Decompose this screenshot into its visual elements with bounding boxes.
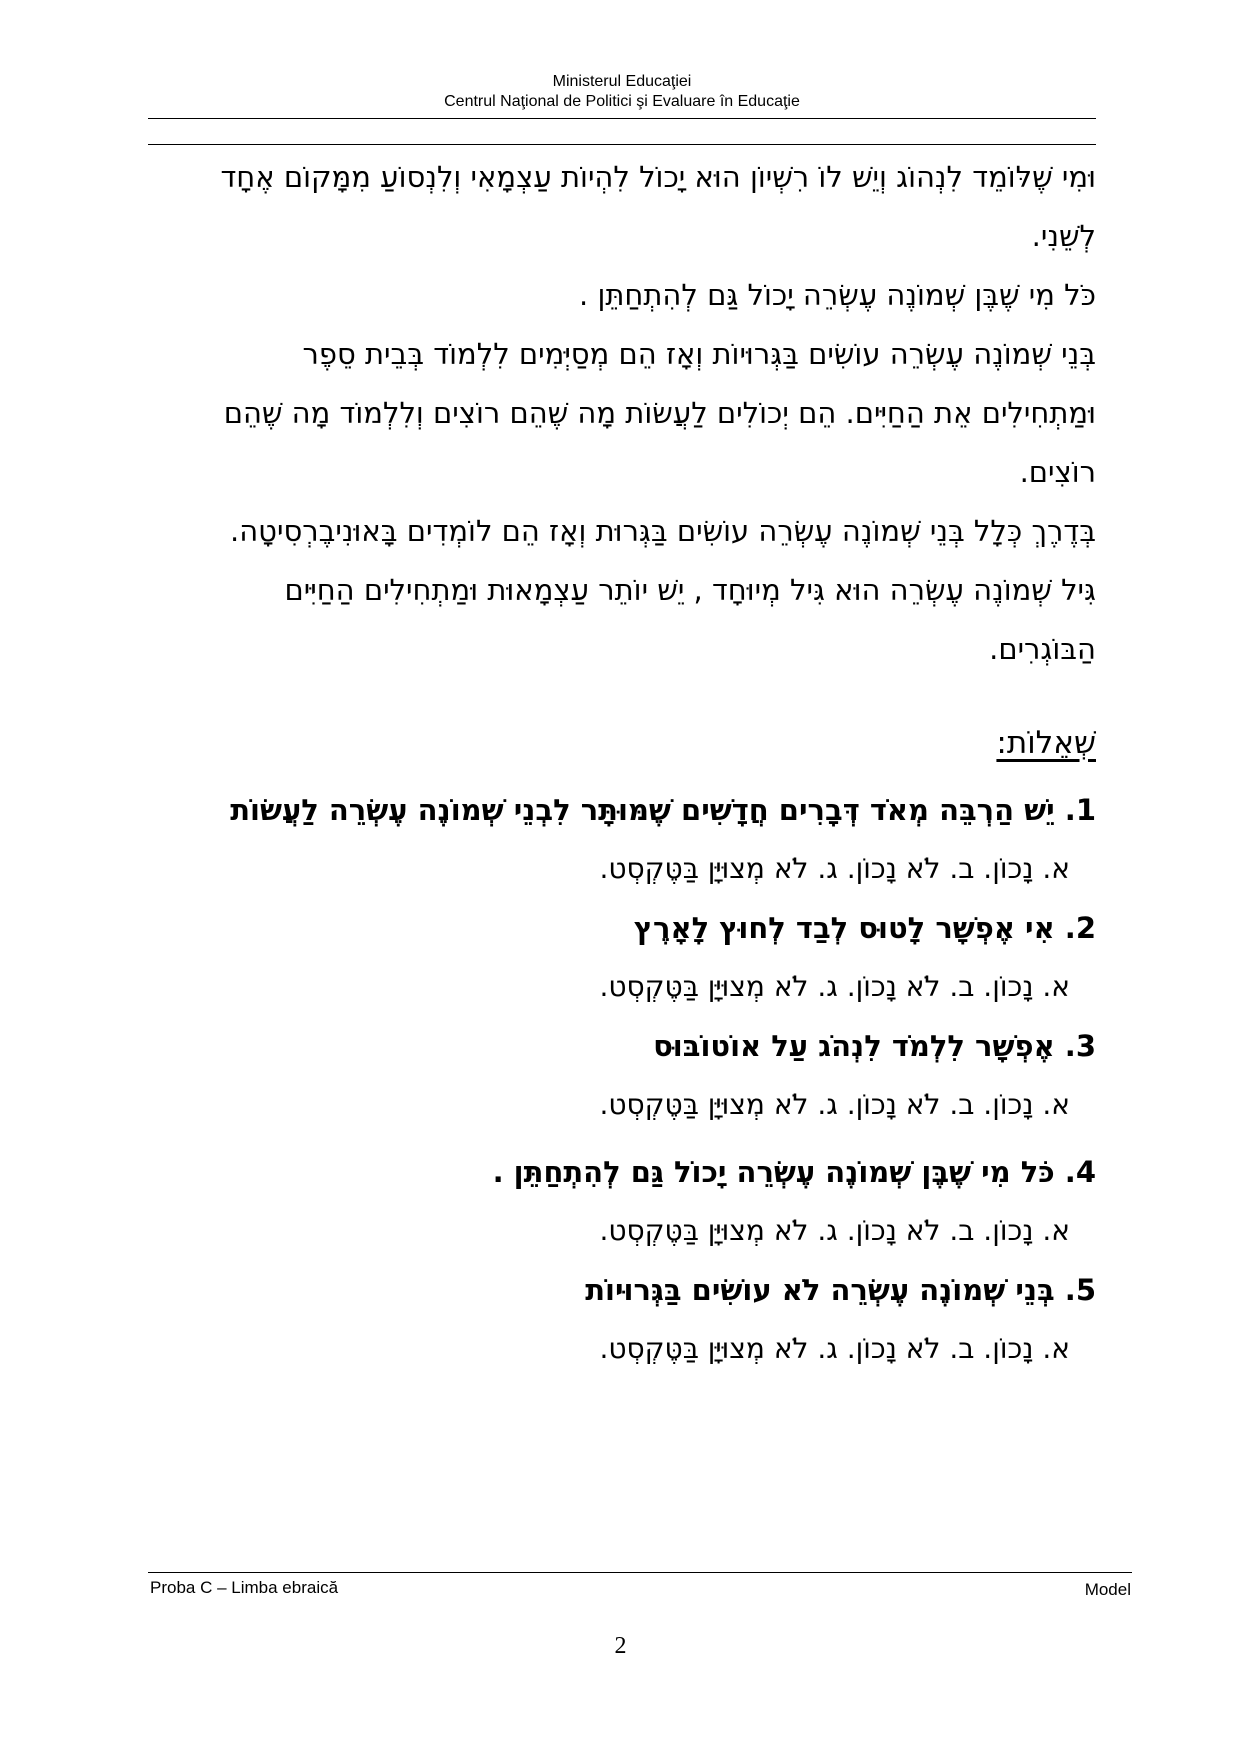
passage-top-rule: [148, 144, 1096, 145]
questions-list: [148, 780, 1096, 1378]
question-text: 3. אֶפְשָׁר לִלְמֹד לִנְהֹג עַל אוֹטוֹבּוּס: [653, 1029, 1096, 1063]
footer-divider: [148, 1572, 1132, 1573]
passage-line: וּמִי שֶׁלּוֹמֵד לִנְהוֹג וְיֵשׁ לוֹ רִשְׁיוֹן הוּא יָכוֹל לִהְיוֹת עַצְמָאִי וְלִנְסוֹעַ מִמָּקוֹם אֶחָד: [220, 160, 1096, 194]
questions-heading: שְׁאֵלוֹת:: [996, 725, 1096, 761]
question-3: [148, 1016, 1096, 1134]
question-options: א. נָכוֹן. ב. לֹא נָכוֹן. ג. לֹא מְצוּיָּן בַּטֶּקְסְט.: [599, 970, 1070, 1003]
document-header: [148, 72, 1096, 112]
passage-line: גִּיל שְׁמוֹנֶה עֶשְׂרֵה הוּא גִּיל מְיוּחָד , יֵשׁ יוֹתֵר עַצְמָאוּת וּמַתְחִילִים הַחַיִּים: [284, 573, 1096, 607]
question-4: [148, 1142, 1096, 1260]
question-options: א. נָכוֹן. ב. לֹא נָכוֹן. ג. לֹא מְצוּיָּן בַּטֶּקְסְט.: [599, 1214, 1070, 1247]
page-number: 2: [614, 1633, 627, 1659]
passage-line: לְשֵׁנִי.: [1031, 219, 1096, 253]
passage-line: בְּנֵי שְׁמוֹנֶה עֶשְׂרֵה עוֹשִׂים בַּגְּרוּיוֹת וְאָז הֵם מְסַיְּמִים לִלְמוֹד בְּבֵית סֵפֶר: [302, 337, 1096, 371]
question-text: 2. אִי אֶפְשָׁר לָטוּס לְבַד לְחוּץ לָאָרֶץ: [633, 911, 1096, 945]
passage-line: כֹּל מִי שֶׁבֶּן שְׁמוֹנֶה עֶשְׂרֵה יָכוֹל גַּם לְהִתְחַתֵּן .: [579, 278, 1096, 312]
question-text: 5. בְּנֵי שְׁמוֹנֶה עֶשְׂרֵה לֹא עוֹשִׂים בַּגְּרוּיוֹת: [585, 1273, 1096, 1307]
passage-line: רוֹצִים.: [1019, 455, 1096, 489]
question-options: א. נָכוֹן. ב. לֹא נָכוֹן. ג. לֹא מְצוּיָּן בַּטֶּקְסְט.: [599, 852, 1070, 885]
footer-model-label: Model: [1084, 1580, 1131, 1599]
question-text: 4. כֹּל מִי שֶׁבֶּן שְׁמוֹנֶה עֶשְׂרֵה יָכוֹל גַּם לְהִתְחַתֵּן .: [492, 1155, 1096, 1189]
footer-exam-name: Proba C – Limba ebraică: [150, 1578, 339, 1597]
question-5: [148, 1260, 1096, 1378]
reading-passage: [148, 148, 1096, 679]
header-ministry: Ministerul Educaţiei: [552, 73, 692, 90]
question-1: [148, 780, 1096, 898]
question-2: [148, 898, 1096, 1016]
passage-line: וּמַתְחִילִים אֵת הַחַיִּים. הֵם יְכוֹלִים לַעֲשׂוֹת מָה שֶׁהֵם רוֹצִים וְלִלְמוֹד מָה שֶׁהֵם: [223, 396, 1096, 430]
question-options: א. נָכוֹן. ב. לֹא נָכוֹן. ג. לֹא מְצוּיָּן בַּטֶּקְסְט.: [599, 1332, 1070, 1365]
question-text: 1. יֵשׁ הַרְבֵּה מְאֹד דְּבָרִים חֲדָשִׁים שֶׁמּוּתָּר לִבְנֵי שְׁמוֹנֶה עֶשְׂרֵה לַעֲשׂוֹת: [230, 793, 1096, 827]
passage-line: בְּדֶרֶךְ כְּלָל בְּנֵי שְׁמוֹנֶה עֶשְׂרֵה עוֹשִׂים בַּגְּרוּת וְאָז הֵם לוֹמְדִים בָּאוּנִיבֶרְסִיטָה.: [230, 514, 1096, 548]
header-divider: [148, 118, 1096, 119]
question-options: א. נָכוֹן. ב. לֹא נָכוֹן. ג. לֹא מְצוּיָּן בַּטֶּקְסְט.: [599, 1088, 1070, 1121]
passage-line: הַבּוֹגְרִים.: [989, 632, 1096, 666]
header-center: Centrul Naţional de Politici şi Evaluare în Educaţie: [444, 93, 800, 110]
